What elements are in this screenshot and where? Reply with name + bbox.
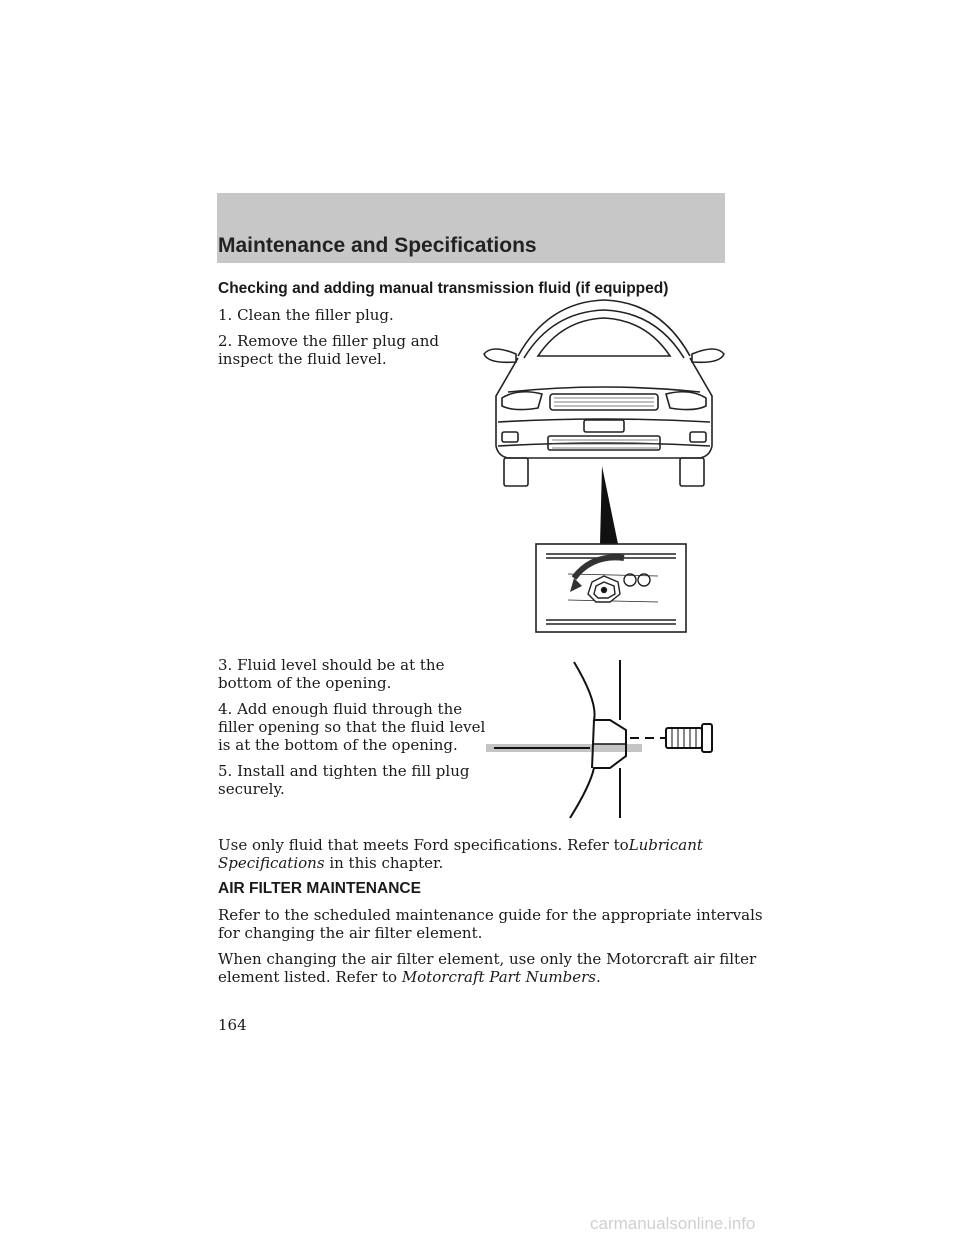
- fluid-spec-note-line-1: [218, 836, 703, 854]
- watermark-text: carmanualsonline.info: [590, 1214, 756, 1233]
- step-5-line-1: 5. Install and tighten the fill plug: [218, 762, 470, 780]
- step-5-line-2: securely.: [218, 780, 285, 798]
- section-heading-transmission-fluid: Checking and adding manual transmission fluid (if equipped): [218, 280, 669, 297]
- step-3-line-1: 3. Fluid level should be at the: [218, 656, 445, 674]
- air-filter-p1-line-1: Refer to the scheduled maintenance guide for the appropriate intervals: [218, 906, 763, 924]
- step-2-line-1: 2. Remove the filler plug and: [218, 332, 440, 350]
- step-2-line-2: inspect the fluid level.: [218, 350, 387, 368]
- air-filter-p2-period: .: [596, 968, 601, 986]
- fluid-spec-note-line-2: [218, 854, 443, 872]
- fluid-spec-note-end: in this chapter.: [329, 854, 444, 872]
- air-filter-p2-line-1: When changing the air filter element, use only the Motorcraft air filter: [218, 950, 757, 968]
- step-4-line-3: is at the bottom of the opening.: [218, 736, 458, 754]
- step-1: 1. Clean the filler plug.: [218, 306, 394, 324]
- page-number: 164: [218, 1016, 247, 1034]
- air-filter-p1-line-2: for changing the air filter element.: [218, 924, 483, 942]
- step-4-line-1: 4. Add enough fluid through the: [218, 700, 463, 718]
- air-filter-p2-text: element listed. Refer to: [218, 968, 398, 986]
- car-front-illustration: [478, 296, 730, 638]
- lubricant-spec-link-part-1: Lubricant: [628, 836, 703, 854]
- step-4-line-2: filler opening so that the fluid level: [218, 718, 486, 736]
- air-filter-p2-line-2: [218, 968, 601, 986]
- step-3-line-2: bottom of the opening.: [218, 674, 392, 692]
- chapter-title: Maintenance and Specifications: [218, 234, 537, 257]
- fluid-spec-note-text: Use only fluid that meets Ford specifications. Refer to: [218, 836, 629, 854]
- motorcraft-part-numbers-link: Motorcraft Part Numbers: [401, 968, 596, 986]
- lubricant-spec-link-part-2: Specifications: [218, 854, 325, 872]
- fluid-level-cross-section: [486, 658, 716, 820]
- section-heading-air-filter: AIR FILTER MAINTENANCE: [218, 880, 421, 897]
